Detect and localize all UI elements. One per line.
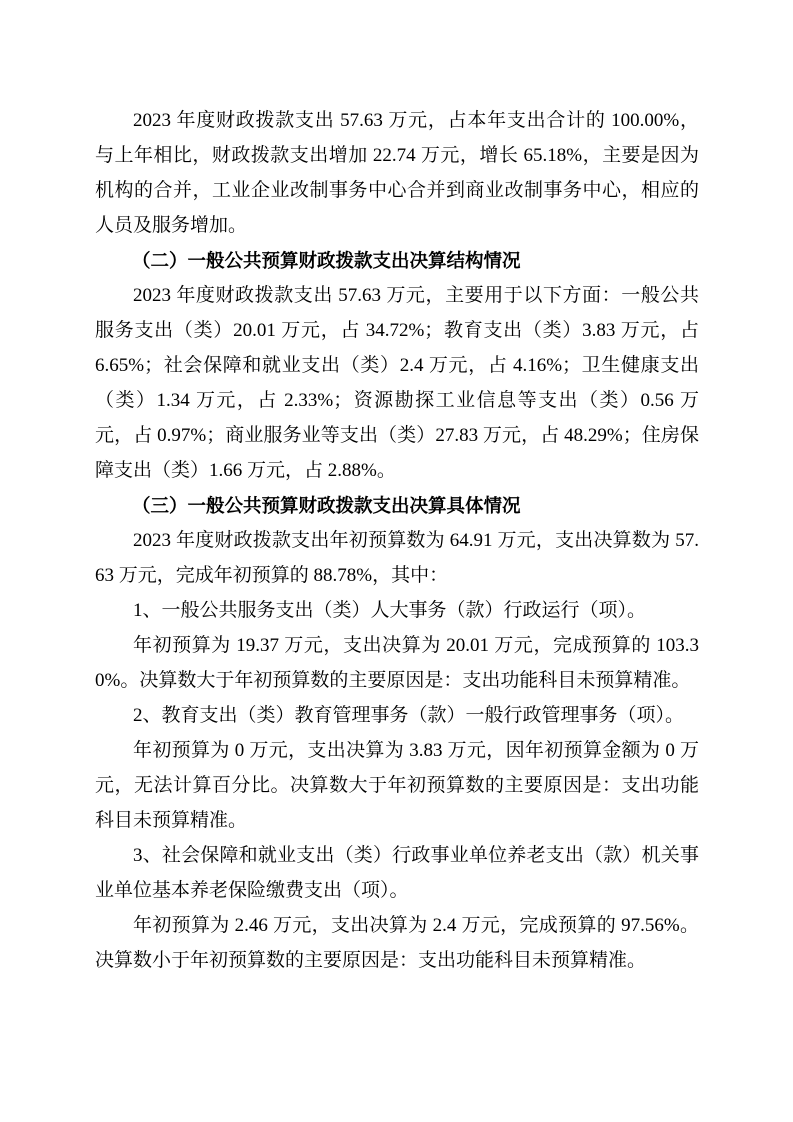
paragraph-item-2-detail: 年初预算为 0 万元，支出决算为 3.83 万元，因年初预算金额为 0 万元，无法计算百分比。决算数大于年初预算数的主要原因是：支出功能科目未预算精准。 <box>95 740 699 831</box>
paragraph-item-1-title: 1、一般公共服务支出（类）人大事务（款）行政运行（项）。 <box>133 600 647 621</box>
paragraph-fiscal-expenditure-summary: 2023 年度财政拨款支出 57.63 万元，占本年支出合计的 100.00%，与上年相比，财政拨款支出增加 22.74 万元，增长 65.18%，主要是因为机构的合并，工业企业改制事务中心合并到商业改制事务中心，相应的人员及服务增加。 <box>95 110 699 236</box>
paragraph-item-1-detail: 年初预算为 19.37 万元，支出决算为 20.01 万元，完成预算的 103.30%。决算数大于年初预算数的主要原因是：支出功能科目未预算精准。 <box>95 635 699 691</box>
section-heading-details: （三）一般公共预算财政拨款支出决算具体情况 <box>132 495 521 516</box>
section-heading-structure: （二）一般公共预算财政拨款支出决算结构情况 <box>132 250 521 271</box>
paragraph-expenditure-breakdown: 2023 年度财政拨款支出 57.63 万元，主要用于以下方面：一般公共服务支出（类）20.01 万元，占 34.72%；教育支出（类）3.83 万元，占 6.65%；社会保障和就业支出（类）2.4 万元，占 4.16%；卫生健康支出（类）1.34 万元，占 2.33%；资源勘探工业信息等支出（类）0.56 万元，占 0.97%；商业服务业等支出（类）27.83 万元，占 48.29%；住房保障支出（类）1.66 万元，占 2.88%。 <box>95 285 699 481</box>
paragraph-budget-vs-final: 2023 年度财政拨款支出年初预算数为 64.91 万元，支出决算数为 57.63 万元，完成年初预算的 88.78%，其中： <box>95 530 699 586</box>
document-content <box>95 103 699 978</box>
paragraph-item-3-title: 3、社会保障和就业支出（类）行政事业单位养老支出（款）机关事业单位基本养老保险缴费支出（项）。 <box>95 845 699 901</box>
paragraph-item-3-detail: 年初预算为 2.46 万元，支出决算为 2.4 万元，完成预算的 97.56%。决算数小于年初预算数的主要原因是：支出功能科目未预算精准。 <box>95 915 699 971</box>
paragraph-item-2-title: 2、教育支出（类）教育管理事务（款）一般行政管理事务（项）。 <box>133 705 685 726</box>
